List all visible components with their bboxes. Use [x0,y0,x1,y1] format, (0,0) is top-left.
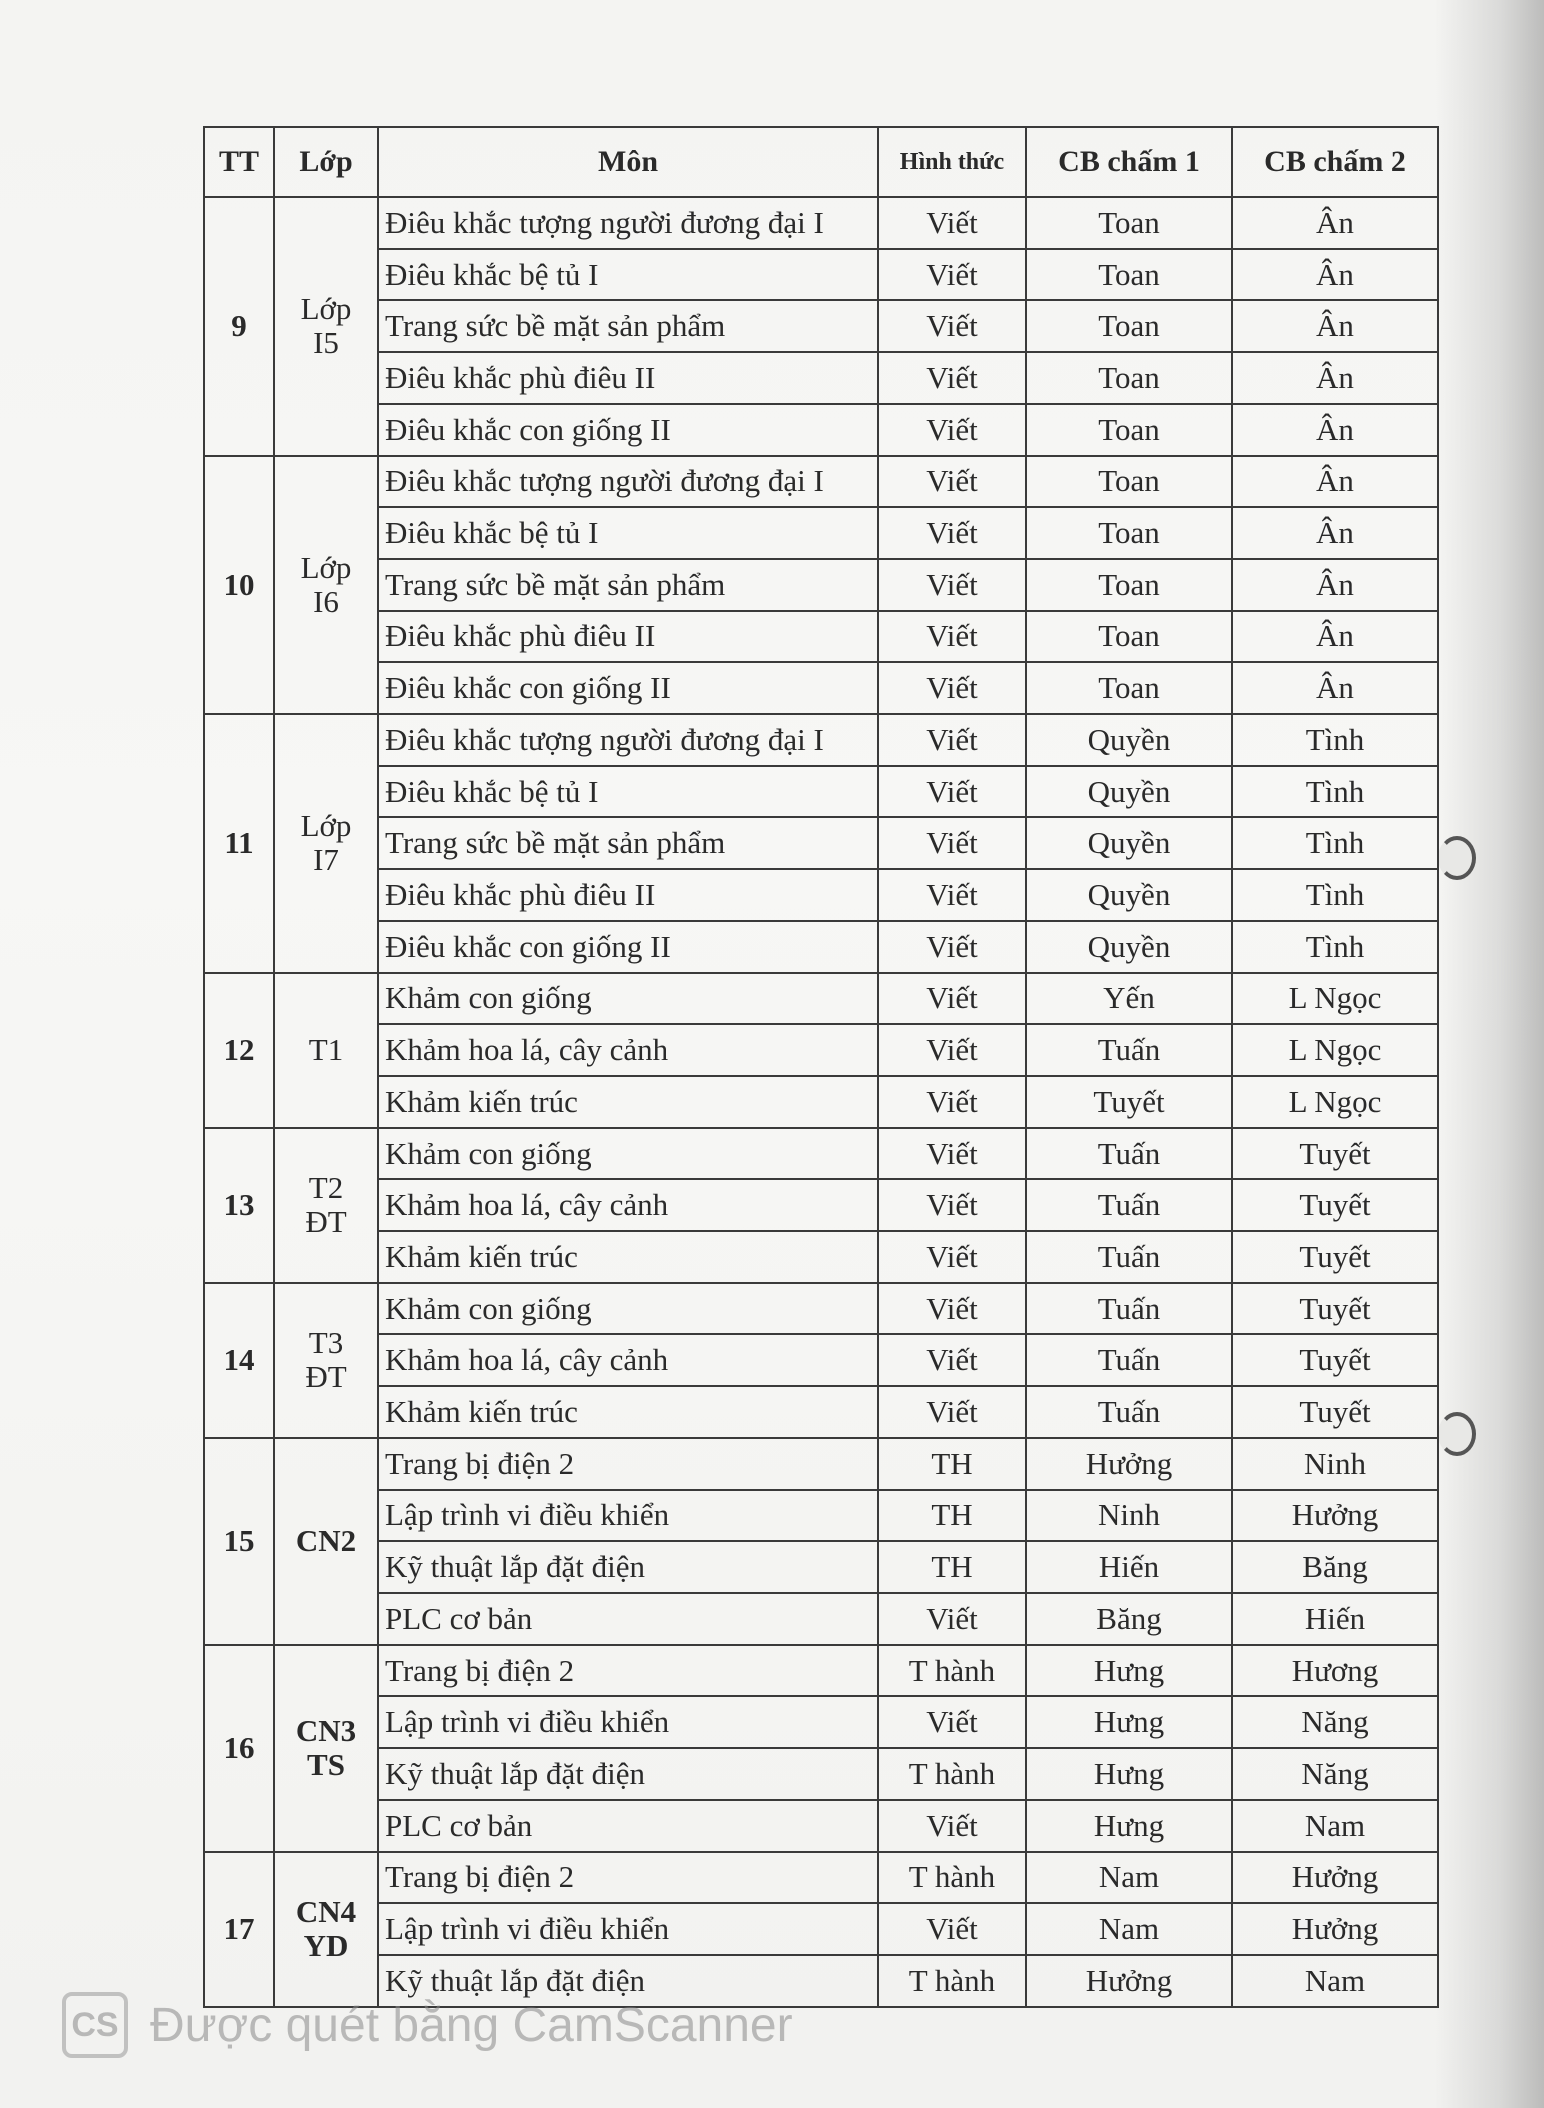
cell-mon: Lập trình vi điều khiển [378,1903,878,1955]
camscanner-logo-icon: CS [62,1992,128,2058]
table-row [204,1593,1438,1645]
cell-hinh-thuc: Viết [878,1593,1026,1645]
cell-cb-cham-2: Hưởng [1232,1903,1438,1955]
lop-line: T1 [308,1032,344,1068]
lop-line: Lớp [300,808,352,844]
cell-cb-cham-2: Ân [1232,611,1438,663]
cell-cb-cham-2: Tình [1232,714,1438,766]
cell-mon: Lập trình vi điều khiển [378,1490,878,1542]
cell-cb-cham-1: Tuấn [1026,1024,1232,1076]
table-row [204,1179,1438,1231]
cell-lop [274,456,378,715]
cell-hinh-thuc: Viết [878,766,1026,818]
cell-hinh-thuc: Viết [878,921,1026,973]
cell-cb-cham-2: Năng [1232,1696,1438,1748]
table-row [204,1645,1438,1697]
cell-cb-cham-2: Tình [1232,817,1438,869]
cell-mon: PLC cơ bản [378,1593,878,1645]
cell-hinh-thuc: Viết [878,714,1026,766]
cell-mon: Khảm kiến trúc [378,1076,878,1128]
cell-mon: Trang sức bề mặt sản phẩm [378,300,878,352]
table-row [204,1490,1438,1542]
table-body [204,197,1438,2007]
table-row [204,766,1438,818]
cell-cb-cham-2: Năng [1232,1748,1438,1800]
header-hinh-thuc: Hình thức [878,127,1026,197]
lop-line: YD [303,1928,349,1964]
cell-mon: Điêu khắc con giống II [378,662,878,714]
cell-cb-cham-2: Nam [1232,1800,1438,1852]
cell-cb-cham-2: Ân [1232,559,1438,611]
cell-hinh-thuc: TH [878,1490,1026,1542]
cell-hinh-thuc: Viết [878,973,1026,1025]
cell-mon: Điêu khắc phù điêu II [378,611,878,663]
cell-mon: Điêu khắc tượng người đương đại I [378,197,878,249]
lop-line: I5 [313,325,339,361]
table-row [204,1334,1438,1386]
cell-mon: Trang bị điện 2 [378,1438,878,1490]
cell-cb-cham-2: Nam [1232,1955,1438,2007]
cell-hinh-thuc: Viết [878,197,1026,249]
cell-hinh-thuc: Viết [878,1334,1026,1386]
cell-cb-cham-2: Ân [1232,456,1438,508]
cell-cb-cham-1: Quyền [1026,714,1232,766]
cell-cb-cham-2: Hiến [1232,1593,1438,1645]
cell-hinh-thuc: Viết [878,1800,1026,1852]
cell-hinh-thuc: Viết [878,662,1026,714]
cell-cb-cham-1: Toan [1026,559,1232,611]
cell-hinh-thuc: Viết [878,1386,1026,1438]
header-cb-cham-1: CB chấm 1 [1026,127,1232,197]
cell-tt: 14 [204,1283,274,1438]
table-row [204,404,1438,456]
cell-hinh-thuc: Viết [878,1903,1026,1955]
cell-cb-cham-1: Tuyết [1026,1076,1232,1128]
lop-line: ĐT [305,1359,347,1395]
table-row [204,1903,1438,1955]
cell-cb-cham-1: Toan [1026,611,1232,663]
cell-hinh-thuc: Viết [878,1179,1026,1231]
table-row [204,1696,1438,1748]
table-row [204,352,1438,404]
cell-lop [274,1128,378,1283]
table-row [204,1231,1438,1283]
cell-mon: PLC cơ bản [378,1800,878,1852]
cell-hinh-thuc: Viết [878,1231,1026,1283]
cell-cb-cham-2: L Ngọc [1232,1024,1438,1076]
table-row [204,507,1438,559]
cell-mon: Khảm hoa lá, cây cảnh [378,1334,878,1386]
binder-hole [1438,836,1476,880]
header-lop: Lớp [274,127,378,197]
cell-hinh-thuc: Viết [878,456,1026,508]
cell-hinh-thuc: Viết [878,507,1026,559]
table-row [204,662,1438,714]
cell-cb-cham-2: Ân [1232,507,1438,559]
cell-lop [274,1645,378,1852]
cell-cb-cham-2: Tình [1232,869,1438,921]
cell-mon: Kỹ thuật lắp đặt điện [378,1748,878,1800]
lop-line: CN3 [295,1713,357,1748]
cell-mon: Khảm con giống [378,1128,878,1180]
cell-cb-cham-2: Ân [1232,352,1438,404]
lop-line: Lớp [300,549,352,585]
cell-cb-cham-2: Ân [1232,300,1438,352]
cell-cb-cham-1: Nam [1026,1852,1232,1904]
cell-cb-cham-2: Tuyết [1232,1386,1438,1438]
cell-lop [274,1438,378,1645]
cell-cb-cham-1: Hưng [1026,1645,1232,1697]
cell-mon: Điêu khắc bệ tủ I [378,507,878,559]
cell-cb-cham-1: Hưởng [1026,1438,1232,1490]
cell-cb-cham-1: Hưởng [1026,1955,1232,2007]
cell-cb-cham-1: Yến [1026,973,1232,1025]
cell-hinh-thuc: Viết [878,1283,1026,1335]
cell-hinh-thuc: T hành [878,1748,1026,1800]
cell-cb-cham-2: Hưởng [1232,1852,1438,1904]
table-row [204,817,1438,869]
cell-tt: 13 [204,1128,274,1283]
cell-mon: Trang bị điện 2 [378,1645,878,1697]
camscanner-watermark [62,1990,793,2060]
cell-lop [274,197,378,456]
table-row [204,973,1438,1025]
cell-hinh-thuc: TH [878,1438,1026,1490]
table-row [204,1800,1438,1852]
watermark-text: Được quét bằng CamScanner [150,1998,793,2052]
cell-tt: 17 [204,1852,274,2008]
cell-tt: 10 [204,456,274,715]
cell-hinh-thuc: T hành [878,1852,1026,1904]
table-row [204,1852,1438,1904]
cell-hinh-thuc: Viết [878,300,1026,352]
cell-cb-cham-1: Quyền [1026,817,1232,869]
table-row [204,197,1438,249]
cell-cb-cham-2: Tuyết [1232,1231,1438,1283]
lop-line: Lớp [300,291,352,327]
table-row [204,714,1438,766]
header-tt: TT [204,127,274,197]
cell-mon: Khảm kiến trúc [378,1231,878,1283]
cell-cb-cham-1: Toan [1026,507,1232,559]
cell-cb-cham-2: Tuyết [1232,1283,1438,1335]
table-row [204,1128,1438,1180]
cell-mon: Điêu khắc tượng người đương đại I [378,456,878,508]
lop-line: I6 [313,583,339,619]
cell-tt: 11 [204,714,274,973]
cell-lop [274,714,378,973]
cell-tt: 9 [204,197,274,456]
cell-hinh-thuc: T hành [878,1955,1026,2007]
table-row [204,559,1438,611]
cell-cb-cham-2: Tuyết [1232,1128,1438,1180]
cell-hinh-thuc: Viết [878,404,1026,456]
header-mon: Môn [378,127,878,197]
cell-cb-cham-1: Tuấn [1026,1231,1232,1283]
cell-cb-cham-2: Ninh [1232,1438,1438,1490]
lop-line: CN4 [295,1894,357,1930]
cell-mon: Điêu khắc con giống II [378,404,878,456]
cell-cb-cham-1: Tuấn [1026,1128,1232,1180]
cell-cb-cham-2: L Ngọc [1232,973,1438,1025]
grading-assignment-table [203,126,1439,2008]
cell-cb-cham-1: Toan [1026,404,1232,456]
cell-mon: Điêu khắc bệ tủ I [378,766,878,818]
cell-cb-cham-1: Toan [1026,300,1232,352]
cell-cb-cham-1: Băng [1026,1593,1232,1645]
table-row [204,1541,1438,1593]
cell-hinh-thuc: Viết [878,1024,1026,1076]
cell-mon: Khảm con giống [378,973,878,1025]
cell-mon: Kỹ thuật lắp đặt điện [378,1541,878,1593]
cell-cb-cham-2: Tình [1232,766,1438,818]
cell-mon: Lập trình vi điều khiển [378,1696,878,1748]
table-row [204,456,1438,508]
binder-hole [1438,1412,1476,1456]
cell-mon: Điêu khắc tượng người đương đại I [378,714,878,766]
table-row [204,611,1438,663]
cell-cb-cham-2: Ân [1232,249,1438,301]
cell-mon: Điêu khắc bệ tủ I [378,249,878,301]
cell-hinh-thuc: Viết [878,559,1026,611]
cell-lop [274,973,378,1128]
cell-cb-cham-1: Tuấn [1026,1179,1232,1231]
cell-cb-cham-2: Tuyết [1232,1334,1438,1386]
lop-line: T2 [308,1170,344,1206]
cell-mon: Khảm kiến trúc [378,1386,878,1438]
cell-hinh-thuc: Viết [878,869,1026,921]
cell-hinh-thuc: T hành [878,1645,1026,1697]
cell-mon: Điêu khắc con giống II [378,921,878,973]
cell-cb-cham-1: Quyền [1026,766,1232,818]
table-row [204,1076,1438,1128]
cell-mon: Kỹ thuật lắp đặt điện [378,1955,878,2007]
cell-tt: 12 [204,973,274,1128]
paper-edge-shadow [1434,0,1544,2108]
table-row [204,1283,1438,1335]
cell-cb-cham-2: Tuyết [1232,1179,1438,1231]
cell-hinh-thuc: Viết [878,1128,1026,1180]
cell-cb-cham-1: Toan [1026,197,1232,249]
cell-mon: Điêu khắc phù điêu II [378,869,878,921]
cell-cb-cham-2: Ân [1232,197,1438,249]
cell-hinh-thuc: Viết [878,1076,1026,1128]
cell-cb-cham-1: Toan [1026,352,1232,404]
cell-mon: Điêu khắc phù điêu II [378,352,878,404]
lop-line: TS [307,1747,345,1783]
cell-cb-cham-1: Hưng [1026,1696,1232,1748]
table-header-row [204,127,1438,197]
cell-hinh-thuc: Viết [878,1696,1026,1748]
lop-line: ĐT [305,1204,347,1240]
table-row [204,921,1438,973]
cell-cb-cham-2: L Ngọc [1232,1076,1438,1128]
cell-mon: Khảm hoa lá, cây cảnh [378,1024,878,1076]
cell-cb-cham-2: Hương [1232,1645,1438,1697]
cell-cb-cham-1: Hưng [1026,1800,1232,1852]
table-row [204,300,1438,352]
cell-cb-cham-1: Tuấn [1026,1283,1232,1335]
cell-cb-cham-1: Hiến [1026,1541,1232,1593]
table-row [204,1748,1438,1800]
cell-cb-cham-2: Ân [1232,404,1438,456]
cell-cb-cham-1: Tuấn [1026,1386,1232,1438]
cell-mon: Trang sức bề mặt sản phẩm [378,817,878,869]
cell-mon: Khảm hoa lá, cây cảnh [378,1179,878,1231]
cell-hinh-thuc: Viết [878,352,1026,404]
cell-tt: 15 [204,1438,274,1645]
lop-line: CN2 [295,1523,357,1559]
table-row [204,869,1438,921]
cell-cb-cham-1: Toan [1026,662,1232,714]
header-cb-cham-2: CB chấm 2 [1232,127,1438,197]
lop-line: T3 [308,1325,344,1361]
cell-hinh-thuc: Viết [878,817,1026,869]
cell-cb-cham-1: Ninh [1026,1490,1232,1542]
table-row [204,1386,1438,1438]
cell-hinh-thuc: TH [878,1541,1026,1593]
cell-cb-cham-1: Nam [1026,1903,1232,1955]
cell-mon: Trang sức bề mặt sản phẩm [378,559,878,611]
cell-mon: Trang bị điện 2 [378,1852,878,1904]
cell-cb-cham-1: Tuấn [1026,1334,1232,1386]
table-row [204,1438,1438,1490]
cell-tt: 16 [204,1645,274,1852]
cell-cb-cham-1: Quyền [1026,921,1232,973]
cell-lop [274,1852,378,2008]
cell-cb-cham-2: Tình [1232,921,1438,973]
cell-cb-cham-2: Ân [1232,662,1438,714]
cell-cb-cham-2: Băng [1232,1541,1438,1593]
cell-cb-cham-1: Quyền [1026,869,1232,921]
cell-mon: Khảm con giống [378,1283,878,1335]
cell-hinh-thuc: Viết [878,611,1026,663]
cell-cb-cham-2: Hưởng [1232,1490,1438,1542]
table-row [204,249,1438,301]
cell-cb-cham-1: Toan [1026,456,1232,508]
cell-cb-cham-1: Toan [1026,249,1232,301]
cell-hinh-thuc: Viết [878,249,1026,301]
table-row [204,1024,1438,1076]
cell-cb-cham-1: Hưng [1026,1748,1232,1800]
lop-line: I7 [313,842,339,878]
cell-lop [274,1283,378,1438]
